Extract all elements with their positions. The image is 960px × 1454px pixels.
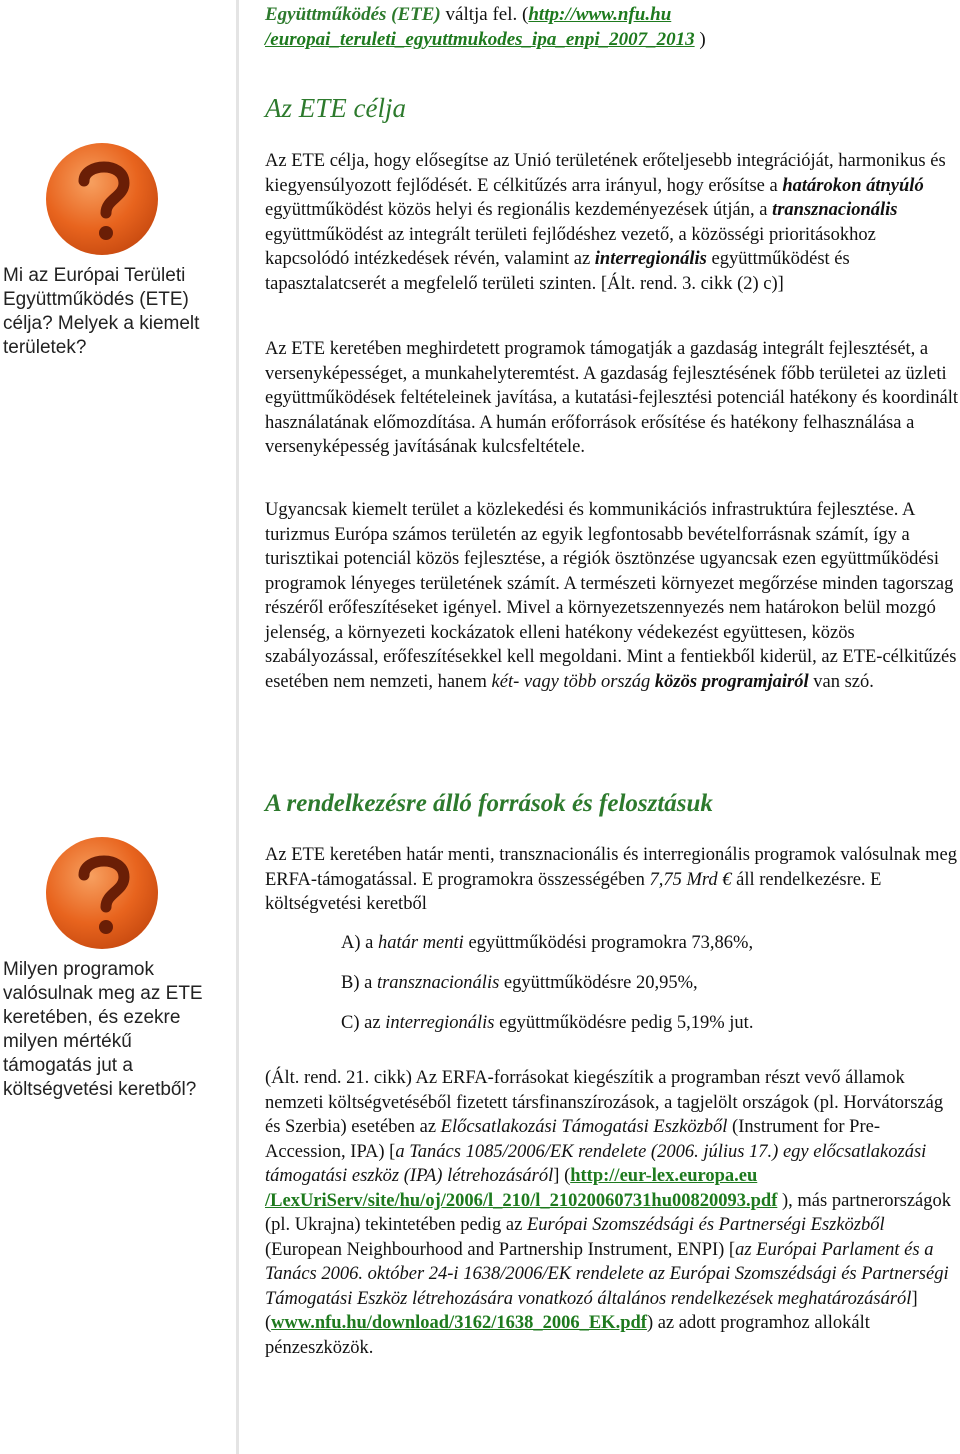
sidebar-question-ete-goal: Mi az Európai Területi Együttműködés (ETE) célja? Melyek a kiemelt területek? — [3, 265, 200, 358]
paragraph-budget-intro: Az ETE keretében határ menti, transznacionális és interregionális programok valósulnak meg ERFA-támogatással. E programokra összességében 7,75 Mrd € áll rendelkezésre. E költségvetési keretből — [265, 845, 957, 914]
nfu-download-link[interactable]: www.nfu.hu/download/3162/1638_2006_EK.pdf — [271, 1313, 647, 1333]
list-item: A) a határ menti együttműködési programokra 73,86%, — [341, 933, 754, 953]
question-mark-icon — [44, 141, 160, 257]
question-mark-icon — [44, 835, 160, 951]
paragraph-ete-goal: Az ETE célja, hogy elősegítse az Unió területének erőteljesebb integrációját, harmonikus és kiegyensúlyozott fejlődését. E célkitűzés arra irányul, hogy erősítse a határokon átnyúló együttműködést közös helyi és regionális kezdeményezések útján, a transznacionális együttműködést az integrált területi fejlődéshez vezető, a közösségi prioritásokhoz kapcsolódó intézkedések révén, valamint az interregionális együttműködést és tapasztalatcserét a megfelelő területi szinten. [Ált. rend. 3. cikk (2) c)] — [265, 151, 946, 294]
eurlex-link-part1[interactable]: http://eur-lex.europa.eu — [570, 1166, 758, 1186]
sidebar-question-programs: Milyen programok valósulnak meg az ETE keretében, és ezekre milyen mértékű támogatás jut a költségvetési keretből? — [3, 959, 203, 1100]
nfu-link-part1[interactable]: http://www.nfu.hu — [528, 4, 672, 25]
allocation-list — [341, 931, 753, 1051]
continuation-text: Együttműködés (ETE) váltja fel. (http://www.nfu.hu /europai_teruleti_egyuttmukodes_ipa_enpi_2007_2013 ) — [265, 4, 706, 50]
paragraph-economy: Az ETE keretében meghirdetett programok támogatják a gazdaság integrált fejlesztését, a versenyképességet, a munkahelyteremtést. A gazdaság fejlesztésének főbb területei az üzleti együttműködések feltételeinek javítása, a kutatási-fejlesztési potenciál hatékony és koordinált használatának előmozdítása. A humán erőforrások erősítése és hatékony felhasználása a versenyképesség javításának kulcsfeltétele. — [265, 339, 958, 457]
paragraph-cofinancing: (Ált. rend. 21. cikk) Az ERFA-forrásokat kiegészítik a programban részt vevő államok nemzeti költségvetéséből fizetett társfinanszírozások, a tagjelölt országok (pl. Horvátország és Szerbia) esetében az Előcsatlakozási Támogatási Eszközből (Instrument for Pre-Accession, IPA) [a Tanács 1085/2006/EK rendelete (2006. július 17.) egy előcsatlakozási támogatási eszköz (IPA) létrehozásáról] (http://eur-lex.europa.eu /LexUriServ/site/hu/oj/2006/l_210/l_21020060731hu00820093.pdf ), más partnerországok (pl. Ukrajna) tekintetében pedig az Európai Szomszédsági és Partnerségi Eszközből (European Neighbourhood and Partnership Instrument, ENPI) [az Európai Parlament és a Tanács 2006. október 24-i 1638/2006/EK rendelete az Európai Szomszédsági és Partnerségi Támogatási Eszköz létrehozására vonatkozó általános rendelkezések meghatározásáról] (www.nfu.hu/download/3162/1638_2006_EK.pdf) az adott programhoz allokált pénzeszközök. — [265, 1068, 952, 1358]
section-title-ete-goal: Az ETE célja — [265, 93, 406, 123]
section-title-resources: A rendelkezésre álló források és felosztásuk — [265, 790, 713, 817]
list-item: C) az interregionális együttműködésre pedig 5,19% jut. — [341, 1013, 754, 1033]
nfu-link-part2[interactable]: /europai_teruleti_egyuttmukodes_ipa_enpi_2007_2013 — [265, 29, 695, 50]
program-name: Együttműködés (ETE) — [265, 4, 441, 25]
eurlex-link-part2[interactable]: /LexUriServ/site/hu/oj/2006/l_210/l_21020060731hu00820093.pdf — [265, 1190, 778, 1211]
list-item: B) a transznacionális együttműködésre 20,95%, — [341, 973, 698, 993]
column-divider — [236, 0, 239, 1454]
paragraph-priority-areas: Ugyancsak kiemelt terület a közlekedési és kommunikációs infrastruktúra fejlesztése. A turizmus Európa számos területén az egyik legfontosabb bevételforrásnak számít, így a turisztikai potenciál közös fejlesztése, a régiók ösztönzése ugyancsak ezen együttműködési programok lényeges területének számít. A természeti környezet megőrzése minden tagorszag részéről erőfeszítéseket igényel. Mivel a környezetszennyezés nem határokon belül mozgó jelenség, a környezeti kockázatok elleni hatékony védekezést együttesen, közös szabályozással, erőfeszítésekkel kell megoldani. Mint a fentiekből kiderül, az ETE-célkitűzés esetében nem nemzeti, hanem két- vagy több ország közös programjairól van szó. — [265, 500, 957, 692]
